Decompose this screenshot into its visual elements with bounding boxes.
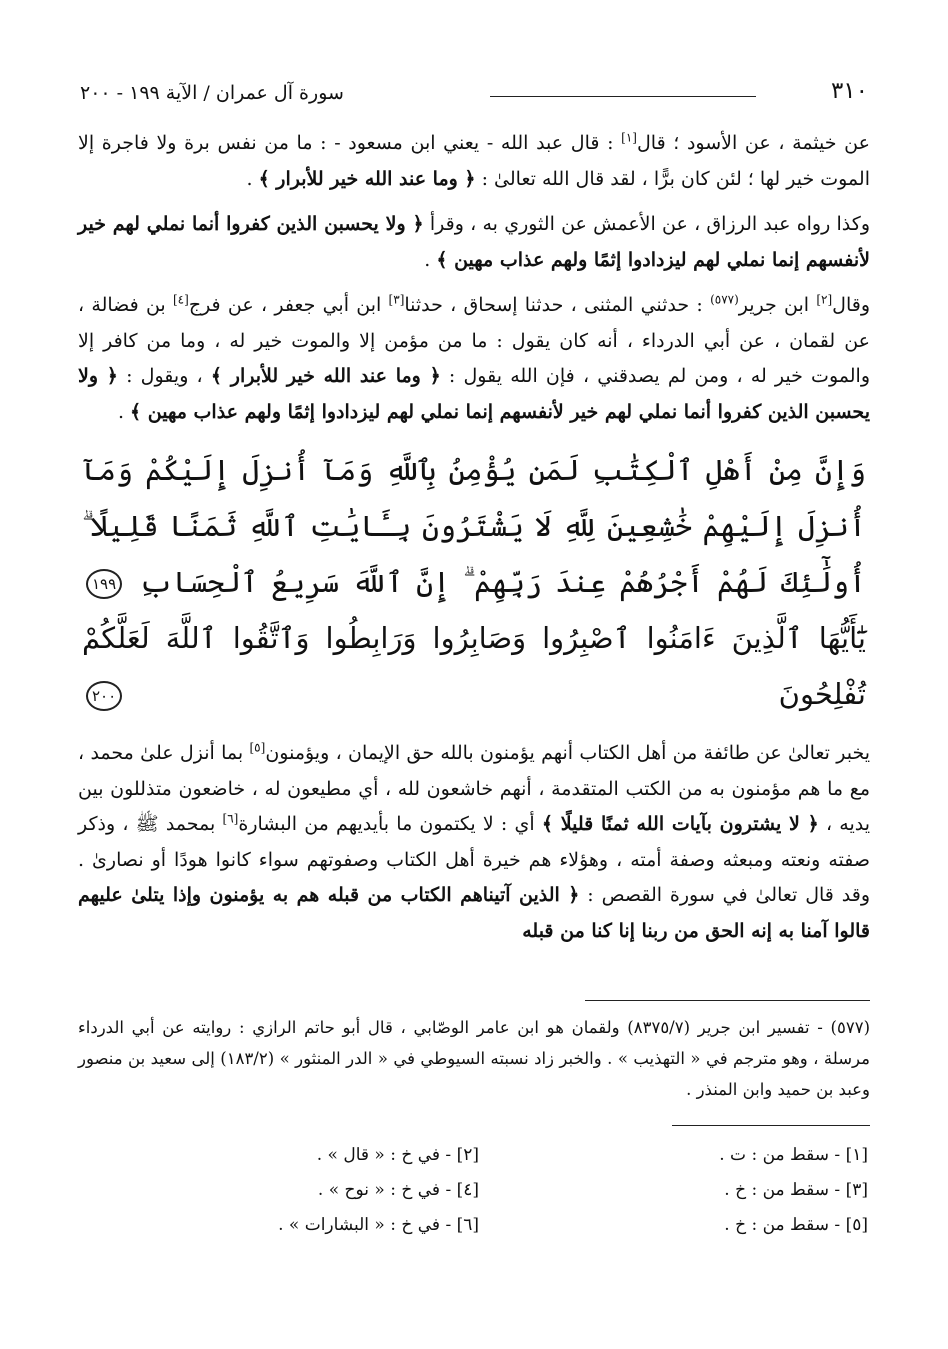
running-title: سورة آل عمران / الآية ١٩٩ - ٢٠٠ [80, 82, 344, 104]
paragraph-4: يخبر تعالىٰ عن طائفة من أهل الكتاب أنهم يؤمنون بالله حق الإيمان ، ويؤمنون[٥] بما أنزل علىٰ محمد ، مع ما هم مؤمنون به من الكتب المتقدمة ، أنهم خاشعون لله ، أي مطيعون له ، خاضعون متذللون بين يديه ، ﴿ لا يشترون بآيات الله ثمنًا قليلًا ﴾ أي : لا يكتمون ما بأيديهم من البشارة[٦] بمحمد ﷺ ، وذكر صفته ونعته ومبعثه وصفة أمته ، وهؤلاء هم خيرة أهل الكتاب وصفوتهم سواء كانوا هودًا أو نصارىٰ . وقد قال تعالىٰ في سورة القصص : ﴿ الذين آتيناهم الكتاب من قبله هم به يؤمنون وإذا يتلىٰ عليهم قالوا آمنا به إنه الحق من ربنا إنا كنا من قبله [78, 740, 871, 942]
paragraph-2: وكذا رواه عبد الرزاق ، عن الأعمش عن الثوري به ، وقرأ ﴿ ولا يحسبن الذين كفروا أنما نملي لهم خير لأنفسهم إنما نملي لهم ليزدادوا إثمًا ولهم عذاب مهين ﴾ . [78, 213, 870, 271]
paragraph-1: عن خيثمة ، عن الأسود ؛ قال[١] : قال عبد الله - يعني ابن مسعود - : ما من نفس برة ولا فاجرة إلا الموت خير لها ؛ لئن كان برًّا ، لقد قال الله تعالىٰ : ﴿ وما عند الله خير للأبرار ﴾ . [78, 130, 870, 190]
note-ref: [٦] [222, 811, 239, 826]
footnote-577: (٥٧٧) - تفسير ابن جرير (٨٣٧٥/٧) ولقمان هو ابن عامر الوصّابي ، قال أبو حاتم الرازي : روايته عن أبي الدرداء مرسلة ، وهو مترجم في « التهذيب » . والخبر زاد نسبته السيوطي في « الدر المنثور » (١٨٣/٢) إلى سعيد بن منصور وعبد بن حميد وابن المنذر . [78, 1018, 870, 1099]
note-4: [٤] - في خ : « نوح » . [317, 1180, 479, 1200]
note-ref: [١] [621, 130, 637, 145]
paragraph-3: وقال[٢] ابن جرير$^{(٥٧٧)}$ : حدثني المثنى ، حدثنا إسحاق ، حدثنا[٣] ابن أبي جعفر ، عن فرج[٤] بن فضالة ، عن لقمان ، عن أبي الدرداء ، أنه كان يقول : ما من مؤمن إلا والموت خير له ، وما من كافر إلا والموت خير له ، ومن لم يصدقني ، فإن الله يقول : ﴿ وما عند الله خير للأبرار ﴾ ، ويقول : ﴿ ولا يحسبن الذين كفروا أنما نملي لهم خير لأنفسهم إنما نملي لهم ليزدادوا إثمًا ولهم عذاب مهين ﴾ . [78, 292, 871, 423]
header-rule [490, 96, 756, 97]
verse-199: وَإِنَّ مِنْ أَهْلِ ٱلْكِتَٰبِ لَمَن يُؤْمِنُ بِٱللَّهِ وَمَآ أُنزِلَ إِلَيْكُمْ وَمَآ أُنزِلَ إِلَيْهِمْ خَٰشِعِينَ لِلَّهِ لَا يَشْتَرُونَ بِـَٔايَٰتِ ٱللَّهِ ثَمَنًا قَلِيلًا ۗ أُولَٰٓئِكَ لَهُمْ أَجْرُهُمْ عِندَ رَبِّهِمْ ۗ إِنَّ ٱللَّهَ سَرِيعُ ٱلْحِسَابِ [82, 453, 867, 599]
main-text [78, 126, 870, 959]
note-ref: [٤] [172, 292, 189, 307]
page-number: ٣١٠ [830, 78, 868, 104]
quran-verses [82, 442, 866, 722]
quran-quote: ﴿ الذين آتيناهم الكتاب من قبله هم به يؤمنون وإذا يتلىٰ عليهم قالوا آمنا به إنه الحق من ربنا إنا كنا من قبله [78, 884, 870, 942]
note-5: [٥] - سقط من : خ . [724, 1215, 868, 1235]
footnote-ref: (٥٧٧) [710, 292, 739, 307]
note-1: [١] - سقط من : ت . [719, 1145, 868, 1165]
note-ref: [٢] [816, 292, 833, 307]
quran-quote: ﴿ لا يشترون بآيات الله ثمنًا قليلًا ﴾ [541, 813, 819, 835]
quran-quote: ﴿ ولا يحسبن الذين كفروا أنما نملي لهم خير لأنفسهم إنما نملي لهم ليزدادوا إثمًا ولهم عذاب مهين ﴾ [78, 365, 870, 423]
footnote-divider [585, 1000, 870, 1001]
quran-quote: ﴿ ولا يحسبن الذين كفروا أنما نملي لهم خير لأنفسهم إنما نملي لهم ليزدادوا إثمًا ولهم عذاب مهين ﴾ [78, 213, 870, 271]
note-ref: [٣] [388, 292, 405, 307]
variant-notes [150, 1138, 868, 1243]
notes-divider [672, 1125, 870, 1126]
quran-quote: ﴿ وما عند الله خير للأبرار ﴾ [258, 167, 476, 190]
verse-200: يَٰٓأَيُّهَا ٱلَّذِينَ ءَامَنُوا ٱصْبِرُوا وَصَابِرُوا وَرَابِطُوا وَٱتَّقُوا ٱللَّهَ لَعَلَّكُمْ تُفْلِحُونَ [82, 621, 866, 711]
note-6: [٦] - في خ : « البشارات » . [278, 1215, 479, 1235]
verse-number-199: ١٩٩ [86, 569, 122, 599]
verse-number-200: ٢٠٠ [86, 681, 122, 711]
note-3: [٣] - سقط من : خ . [724, 1180, 868, 1200]
note-2: [٢] - في خ : « قال » . [316, 1145, 479, 1165]
page-header [80, 78, 868, 118]
note-ref: [٥] [249, 740, 266, 755]
quran-quote: ﴿ وما عند الله خير للأبرار ﴾ [210, 365, 441, 387]
